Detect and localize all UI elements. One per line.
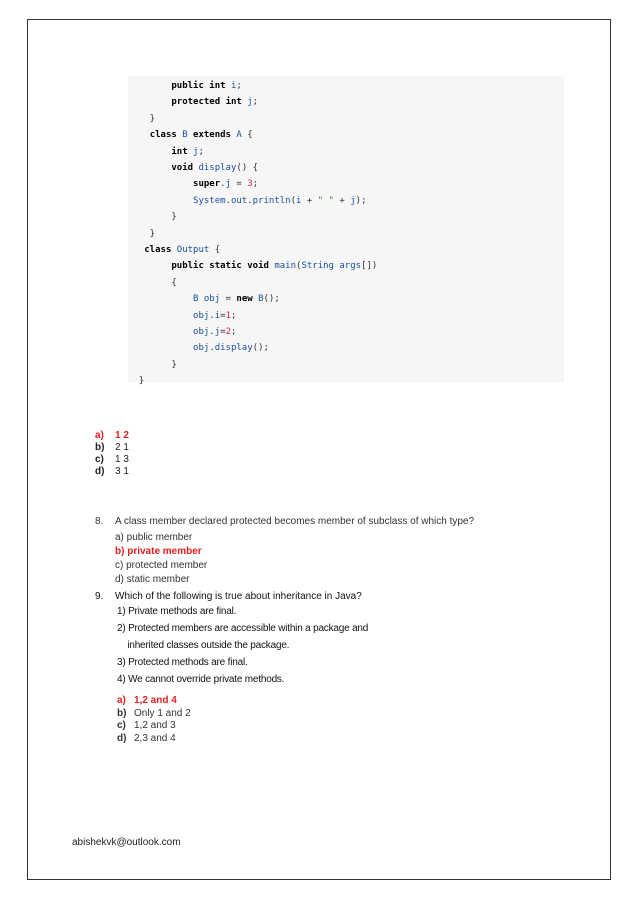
code-line: obj.display(); [193,343,269,354]
code-line: public int i; [171,81,242,91]
question-8 [95,516,474,527]
q9-answer-c[interactable]: c) 1,2 and 3 [117,720,176,731]
code-line: class Output { [144,245,221,255]
code-block [128,76,564,387]
footer-email: abishekvk@outlook.com [72,837,181,848]
code-line: System.out.println(i + " " + j); [193,195,367,206]
q8-option-a[interactable]: a) public member [115,532,193,543]
code-line: int j; [171,146,204,157]
question-9-statements [117,603,368,688]
code-line: obj.j=2; [193,327,237,337]
q9-answer-a[interactable]: a) 1,2 and 4 [117,695,177,706]
code-line: class B extends A { [149,130,253,141]
q7-answer-list [95,430,129,478]
q7-answer-b[interactable]: b) 2 1 [95,442,129,453]
q8-option-c[interactable]: c) protected member [115,560,208,571]
code-line: } [128,228,156,239]
code-line: } [128,359,177,370]
q9-statement-2: 2) Protected members are accessible within a package and [117,623,369,634]
code-line: } [128,376,145,387]
question-8-options [115,531,207,587]
q9-statement-2-cont: inherited classes outside the package. [117,640,290,651]
code-line: B obj = new B(); [193,294,280,305]
q7-answer-a[interactable]: a) 1 2 [95,430,129,441]
q9-answer-list [117,695,191,745]
code-line: } [128,212,177,223]
question-9-number: 9. [95,591,104,602]
code-line: obj.i=1; [193,310,237,321]
question-9 [95,591,362,602]
q9-statement-1: 1) Private methods are final. [117,606,237,617]
q9-answer-b[interactable]: b) Only 1 and 2 [117,707,191,719]
q7-answer-d[interactable]: d) 3 1 [95,466,129,477]
code-line: super.j = 3; [193,179,259,190]
q9-statement-4: 4) We cannot override private methods. [117,674,285,685]
code-line: { [128,277,177,288]
question-8-text: A class member declared protected becomes member of subclass of which type? [115,516,475,527]
question-9-text: Which of the following is true about inheritance in Java? [115,591,362,602]
code-line: void display() { [171,163,259,173]
q9-statement-3: 3) Protected methods are final. [117,657,248,668]
code-line: protected int j; [171,97,259,108]
q8-option-d[interactable]: d) static member [115,574,190,585]
question-8-number: 8. [95,516,104,527]
q7-answer-c[interactable]: c) 1 3 [95,454,129,465]
q8-option-b[interactable]: b) private member [115,546,202,557]
code-line: public static void main(String args[]) [171,261,378,272]
q9-answer-d[interactable]: d) 2,3 and 4 [117,732,176,744]
code-line: } [128,113,156,124]
